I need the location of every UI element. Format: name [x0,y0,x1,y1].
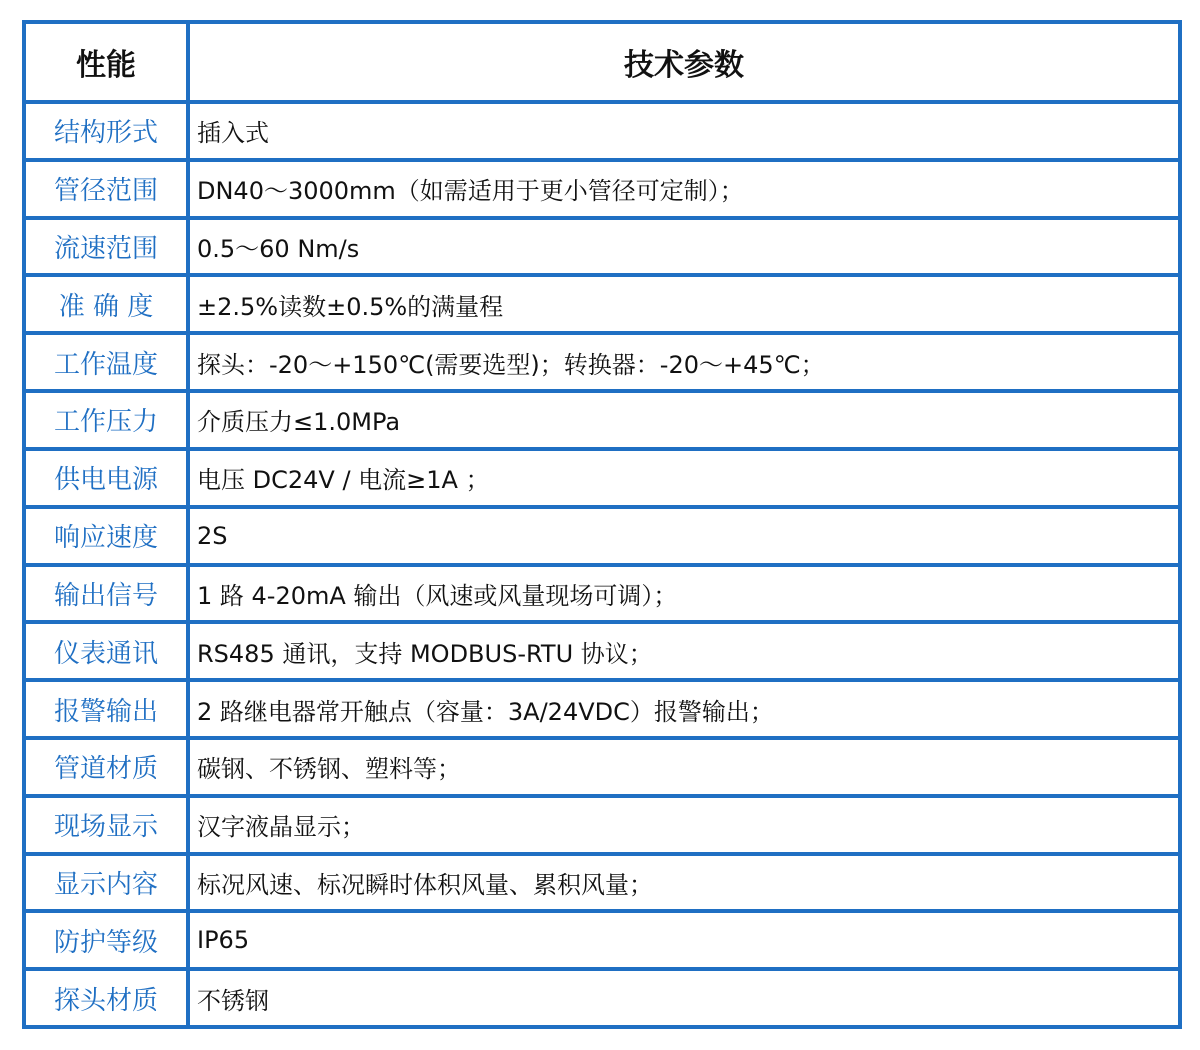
table-row [24,565,1180,623]
table-header [24,22,1180,102]
row-value: 插入式 [188,102,1180,160]
row-label: 工作温度 [24,333,188,391]
row-label: 输出信号 [24,565,188,623]
header-row [24,22,1180,102]
row-value: 标况风速、标况瞬时体积风量、累积风量； [188,854,1180,912]
row-label: 现场显示 [24,796,188,854]
row-value: 电压 DC24V / 电流≥1A ； [188,449,1180,507]
row-value: 碳钢、不锈钢、塑料等； [188,738,1180,796]
row-label: 供电电源 [24,449,188,507]
row-value: 2S [188,507,1180,565]
row-label: 准 确 度 [24,275,188,333]
row-label: 工作压力 [24,391,188,449]
row-value: RS485 通讯，支持 MODBUS-RTU 协议； [188,622,1180,680]
table-row [24,160,1180,218]
table-row [24,969,1180,1027]
table-row [24,218,1180,276]
row-label: 探头材质 [24,969,188,1027]
row-value: 1 路 4-20mA 输出（风速或风量现场可调）； [188,565,1180,623]
row-label: 显示内容 [24,854,188,912]
table-row [24,911,1180,969]
row-value: 0.5～60 Nm/s [188,218,1180,276]
table-body [24,102,1180,1027]
row-label: 管径范围 [24,160,188,218]
row-value: IP65 [188,911,1180,969]
header-performance: 性能 [24,22,188,102]
row-value: 2 路继电器常开触点（容量：3A/24VDC）报警输出； [188,680,1180,738]
table-row [24,391,1180,449]
table-row [24,622,1180,680]
table-row [24,507,1180,565]
row-value: 探头：-20～+150℃(需要选型)；转换器：-20～+45℃； [188,333,1180,391]
header-technical-params: 技术参数 [188,22,1180,102]
row-label: 流速范围 [24,218,188,276]
table-row [24,854,1180,912]
row-value: 不锈钢 [188,969,1180,1027]
table-row [24,333,1180,391]
row-value: ±2.5%读数±0.5%的满量程 [188,275,1180,333]
row-value: 汉字液晶显示； [188,796,1180,854]
table-row [24,449,1180,507]
row-value: DN40～3000mm（如需适用于更小管径可定制）； [188,160,1180,218]
table-row [24,796,1180,854]
row-label: 报警输出 [24,680,188,738]
row-label: 响应速度 [24,507,188,565]
table-row [24,275,1180,333]
table-row [24,738,1180,796]
row-label: 防护等级 [24,911,188,969]
row-label: 仪表通讯 [24,622,188,680]
table-row [24,680,1180,738]
row-label: 管道材质 [24,738,188,796]
spec-table [22,20,1182,1029]
row-label: 结构形式 [24,102,188,160]
table-row [24,102,1180,160]
row-value: 介质压力≤1.0MPa [188,391,1180,449]
